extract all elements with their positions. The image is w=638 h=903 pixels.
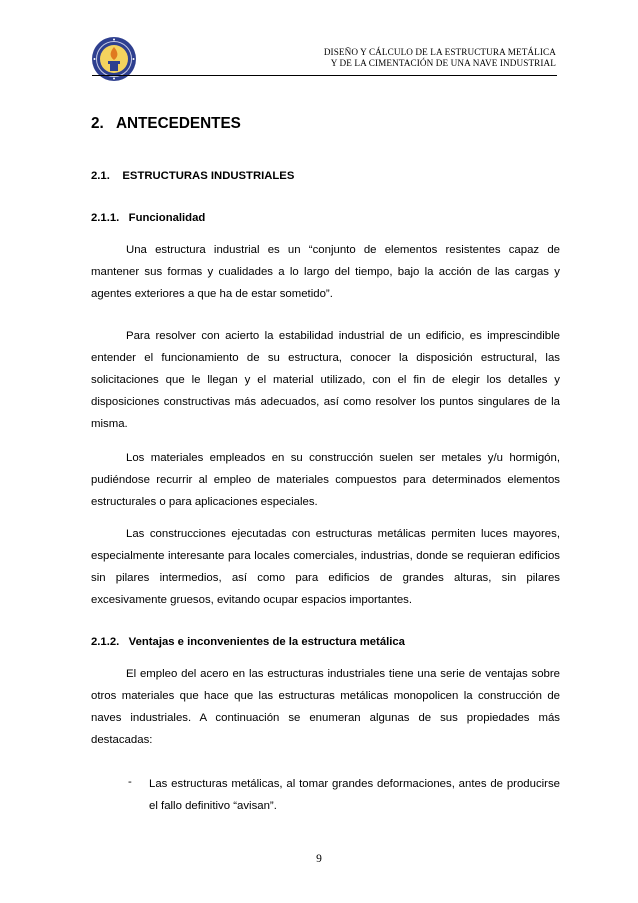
paragraph: Los materiales empleados en su construcción suelen ser metales y/u hormigón, pudiéndose recurrir al empleo de materiales compuestos para determinados elementos estructurales o para aplicaciones especiales. <box>91 452 560 508</box>
header-line-2: Y DE LA CIMENTACIÓN DE UNA NAVE INDUSTRIAL <box>330 58 556 68</box>
paragraph: El empleo del acero en las estructuras industriales tiene una serie de ventajas sobre otros materiales que hace que las estructuras metálicas monopolicen la construcción de naves industriales. A continuación se enumeran algunas de sus propiedades más destacadas: <box>91 668 560 746</box>
running-header <box>324 47 556 69</box>
paragraph: Para resolver con acierto la estabilidad industrial de un edificio, es imprescindible entender el funcionamiento de su estructura, conocer la disposición estructural, las solicitaciones que le llegan y el material utilizado, con el fin de elegir los detalles y disposiciones constructivas más adecuados, así como resolver los puntos singulares de la misma. <box>91 330 560 430</box>
list-item: Las estructuras metálicas, al tomar grandes deformaciones, antes de producirse el fallo definitivo “avisan”. <box>149 778 560 812</box>
header-divider <box>92 75 557 76</box>
subsection-title-ventajas: 2.1.2. Ventajas e inconvenientes de la estructura metálica <box>91 636 405 648</box>
chapter-title: 2. ANTECEDENTES <box>91 115 241 132</box>
subsection-title-funcionalidad: 2.1.1. Funcionalidad <box>91 212 206 224</box>
header-line-1: DISEÑO Y CÁLCULO DE LA ESTRUCTURA METÁLICA <box>323 47 556 57</box>
list-bullet: - <box>128 776 132 788</box>
section-title: 2.1. ESTRUCTURAS INDUSTRIALES <box>91 170 295 182</box>
page-number: 9 <box>316 853 322 865</box>
paragraph: Las construcciones ejecutadas con estructuras metálicas permiten luces mayores, especialmente interesante para locales comerciales, industrias, donde se requieran edificios sin pilares intermedios, así como para edificios de grandes alturas, sin pilares excesivamente gruesos, evitando ocupar espacios importantes. <box>91 528 560 606</box>
paragraph: Una estructura industrial es un “conjunto de elementos resistentes capaz de mantener sus formas y cualidades a lo largo del tiempo, bajo la acción de las cargas y agentes exteriores a que ha de estar sometido”. <box>91 244 560 300</box>
